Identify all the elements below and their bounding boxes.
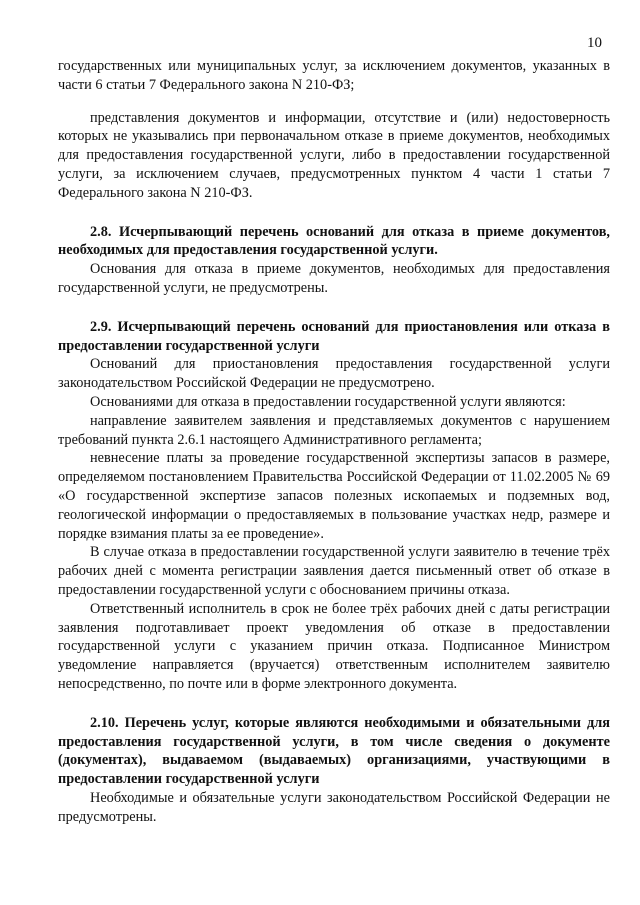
document-body [58,57,610,826]
paragraph-spacer [58,203,610,223]
section-heading: 2.8. Исчерпывающий перечень оснований для отказа в приеме документов, необходимых для предоставления государственной услуги. [58,223,610,259]
body-paragraph: Ответственный исполнитель в срок не более трёх рабочих дней с даты регистрации заявления подготавливает проект уведомления об отказе в предоставлении государственной услуги с указанием причин отказа. Подписанное Министром уведомление направляется (вручается) ответственным исполнителем заявителю непосредственно, по почте или в форме электронного документа. [58,600,610,692]
body-paragraph: Основаниями для отказа в предоставлении государственной услуги являются: [90,393,566,410]
paragraph-spacer [58,298,610,318]
page-number: 10 [587,35,602,51]
body-paragraph: невнесение платы за проведение государственной экспертизы запасов в размере, определяемом постановлением Правительства Российской Федерации от 11.02.2005 № 69 «О государственной экспертизе запасов полезных ископаемых и подземных вод, геологической информации о предоставляемых в пользование участках недр, размере и порядке взимания платы за ее проведение». [58,450,610,542]
body-paragraph: Основания для отказа в приеме документов, необходимых для предоставления государственной услуги, не предусмотрены. [58,261,610,296]
body-paragraph: Оснований для приостановления предоставления государственной услуги законодательством Российской Федерации не предусмотрено. [58,356,610,392]
body-paragraph: Необходимые и обязательные услуги законодательством Российской Федерации не предусмотрены. [58,789,610,825]
section-heading: 2.10. Перечень услуг, которые являются необходимыми и обязательными для предоставления государственной услуги, в том числе сведения о документе (документах), выдаваемом (выдаваемых) организациями, участвующими в предоставлении государственной услуги [58,714,610,788]
body-paragraph: государственных или муниципальных услуг, за исключением документов, указанных в части 6 статьи 7 Федерального закона N 210-ФЗ; [58,58,610,93]
paragraph-spacer [58,95,610,109]
body-paragraph: направление заявителем заявления и представляемых документов с нарушением требований пункта 2.6.1 настоящего Административного регламента; [58,412,610,448]
body-paragraph: представления документов и информации, отсутствие и (или) недостоверность которых не указывались при первоначальном отказе в приеме документов, необходимых для предоставления государственной услуги, либо в предоставлении государственной услуги, за исключением случаев, предусмотренных пунктом 4 части 1 статьи 7 Федерального закона N 210-ФЗ. [58,109,610,201]
section-heading: 2.9. Исчерпывающий перечень оснований для приостановления или отказа в предоставлении государственной услуги [58,318,610,354]
paragraph-spacer [58,694,610,714]
body-paragraph: В случае отказа в предоставлении государственной услуги заявителю в течение трёх рабочих дней с момента регистрации заявления дается письменный ответ об отказе в предоставлении государственной услуги с обоснованием причины отказа. [58,544,610,598]
